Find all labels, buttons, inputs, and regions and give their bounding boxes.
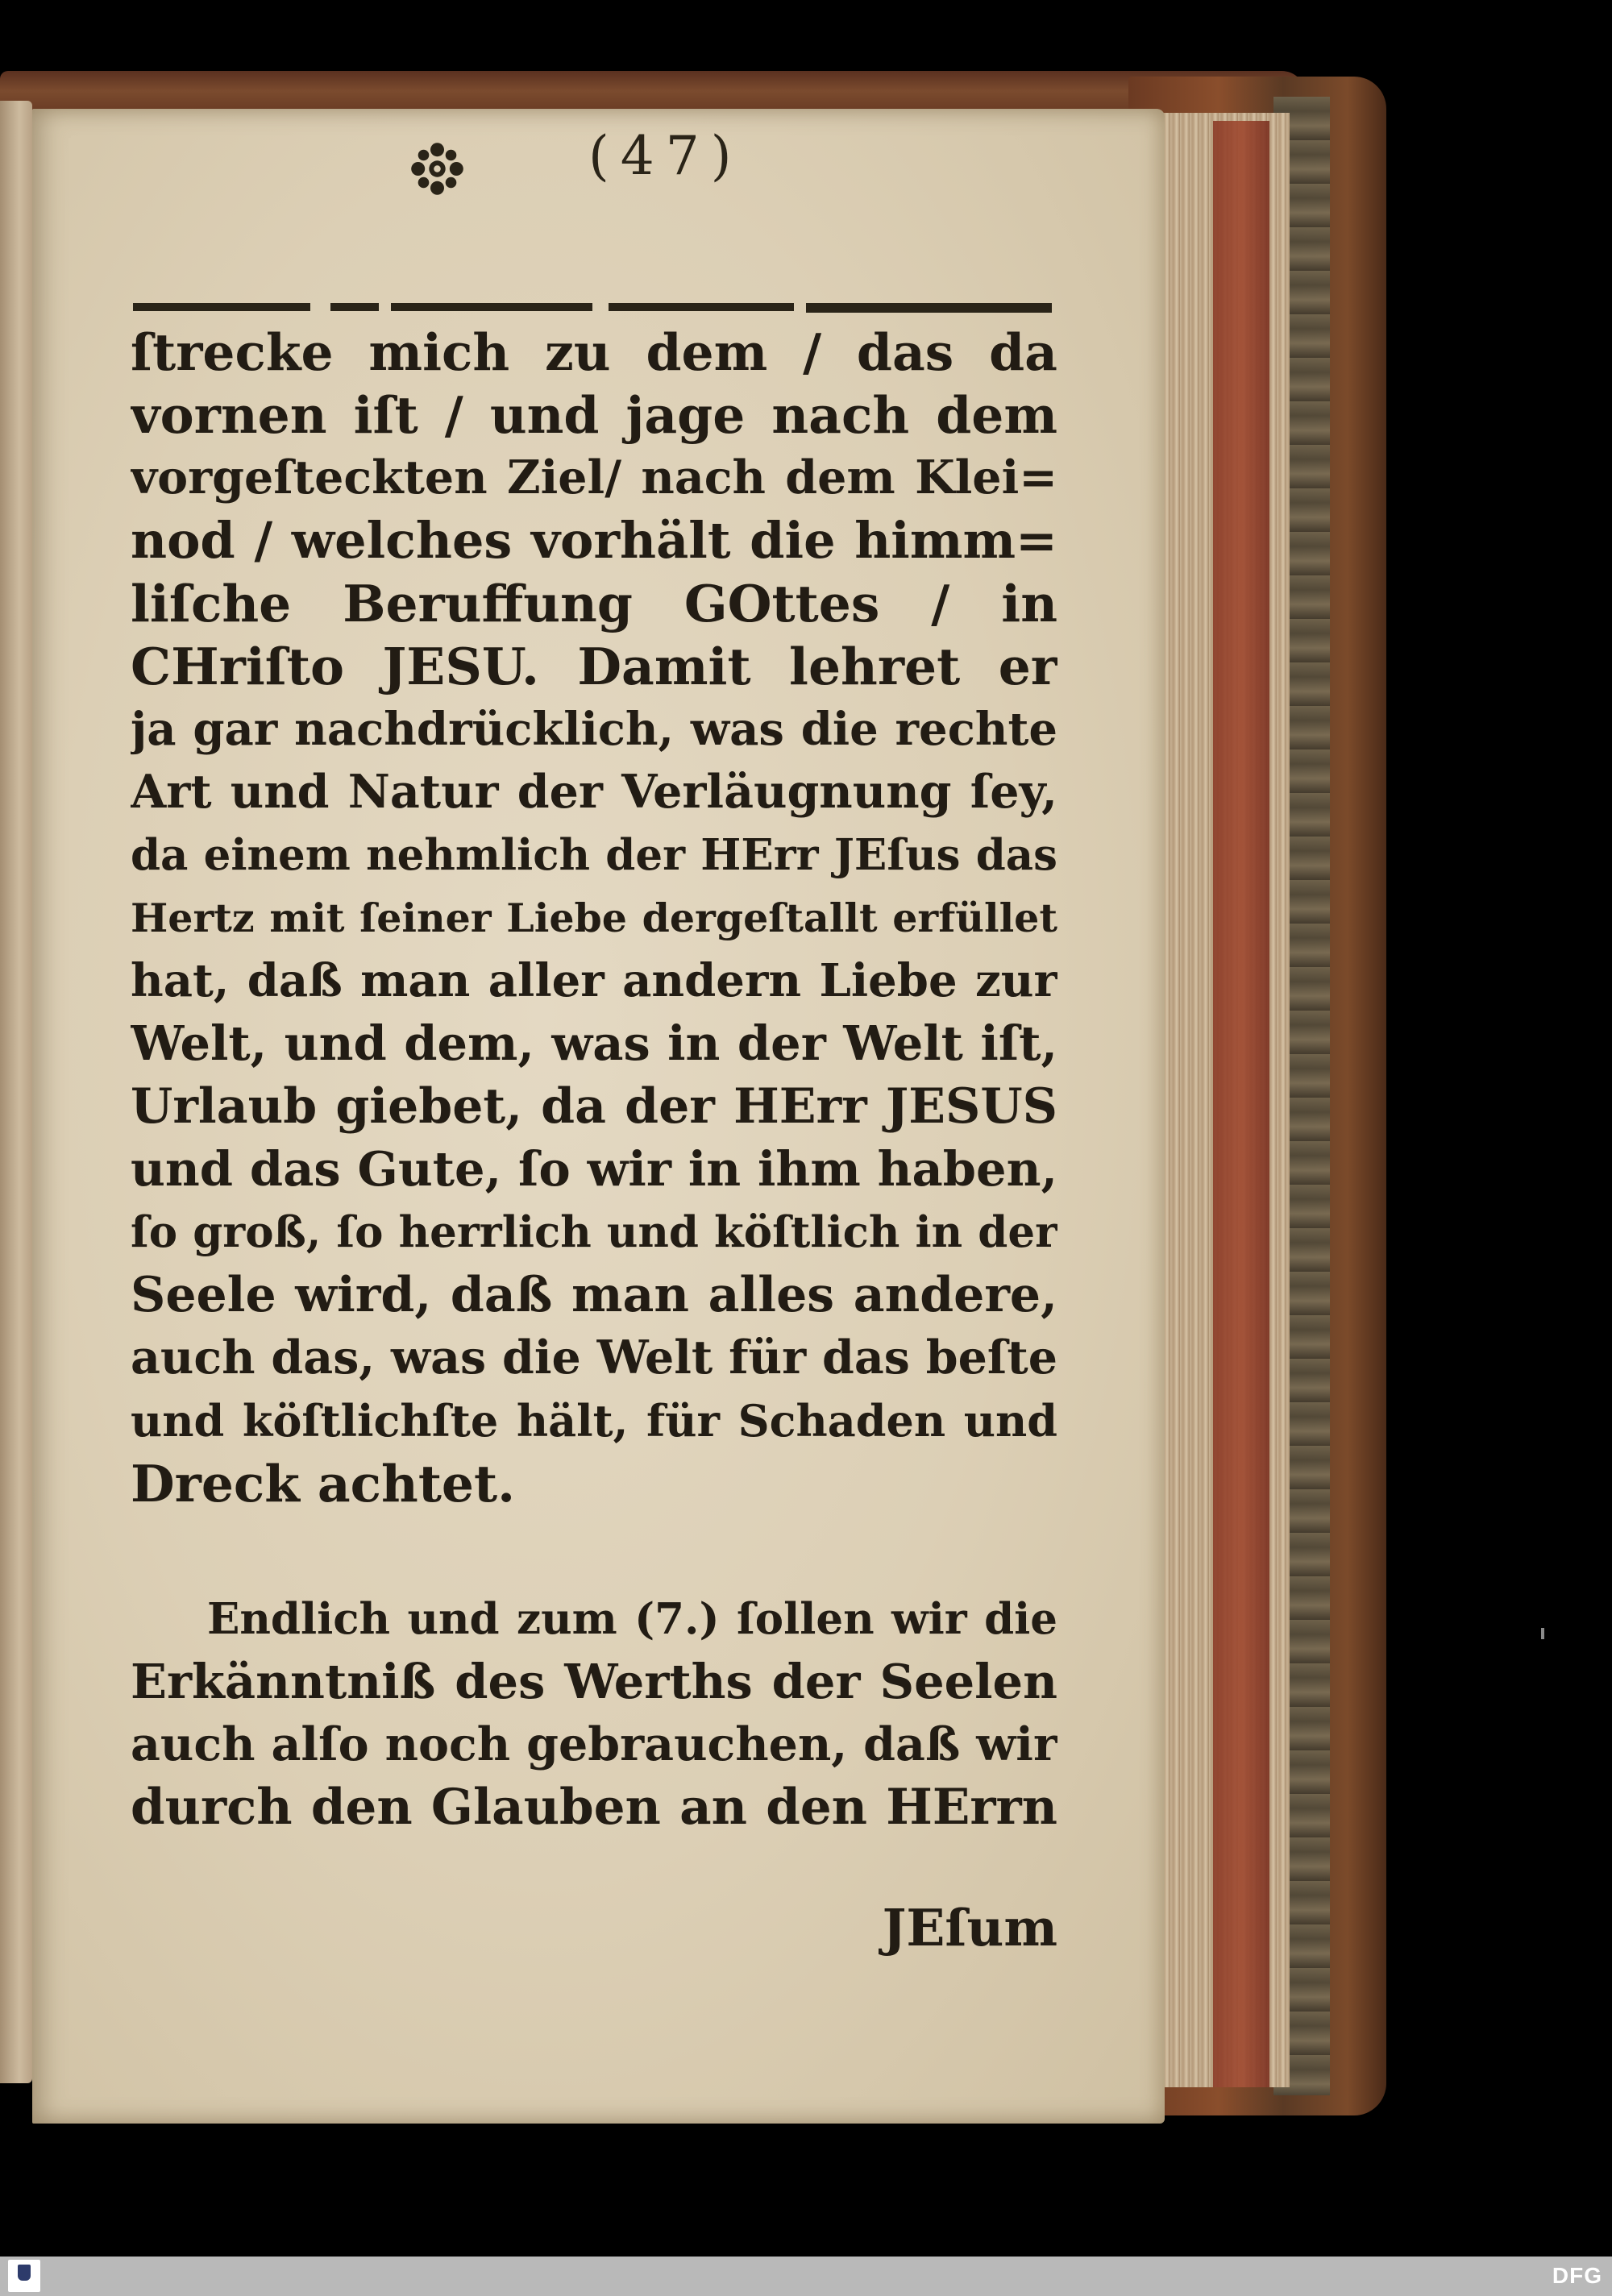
viewer-footer-bar — [0, 2257, 1612, 2296]
text-line: da einem nehmlich der HErr JEſus das — [131, 830, 1057, 880]
text-line: auch alſo noch gebrauchen, daß wir — [131, 1717, 1057, 1771]
page-number: (47) — [588, 125, 743, 187]
text-line: und das Gute, ſo wir in ihm haben, — [131, 1141, 1057, 1197]
background-speck — [1541, 1628, 1544, 1639]
text-line: ja gar nachdrücklich, was die rechte — [131, 703, 1057, 756]
library-logo-icon — [8, 2260, 40, 2292]
text-line: und köſtlichſte hält, für Schaden und — [131, 1395, 1057, 1447]
text-line: auch das, was die Welt für das beſte — [131, 1331, 1057, 1385]
text-line: Art und Natur der Verläugnung ſey, — [131, 765, 1057, 819]
text-line: Dreck achtet. — [131, 1454, 516, 1513]
paragraph-gap — [131, 1515, 1057, 1588]
text-line: nod / welches vorhält die himm= — [131, 511, 1057, 570]
text-line: hat, daß man aller andern Liebe zur — [131, 954, 1057, 1007]
text-line: Welt, und dem, was in der Welt iſt, — [131, 1015, 1057, 1071]
header-rule — [133, 298, 1052, 316]
text-line: liſche Beruffung GOttes / in — [131, 574, 1057, 633]
text-line: Urlaub giebet, da der HErr JESUS — [131, 1078, 1057, 1135]
text-line: vorgeſteckten Ziel/ nach dem Klei= — [131, 450, 1057, 504]
book-top-edge — [0, 71, 1306, 111]
floral-ornament-icon — [403, 135, 472, 203]
text-line: Seele wird, daß man alles andere, — [131, 1267, 1057, 1323]
dfg-label: DFG — [1552, 2263, 1602, 2288]
text-line: ſtrecke mich zu dem / das da — [131, 322, 1057, 382]
red-edge-stain — [1213, 121, 1269, 2087]
text-line: Endlich und zum (7.) ſollen wir die — [207, 1594, 1057, 1644]
page-body-text — [131, 321, 1057, 1839]
library-logo-mark — [18, 2265, 31, 2281]
text-line: ſo groß, ſo herrlich und köſtlich in der — [131, 1207, 1057, 1257]
page-header — [403, 125, 806, 214]
text-line: vornen iſt / und jage nach dem — [131, 385, 1057, 445]
left-page-sliver — [0, 101, 32, 2083]
text-line: CHriſto JESU. Damit lehret er — [131, 637, 1057, 696]
text-line: Hertz mit ſeiner Liebe dergeſtallt erfüllet — [131, 895, 1057, 941]
catchword: JEſum — [882, 1898, 1057, 1958]
text-line: Erkänntniß des Werths der Seelen — [131, 1654, 1057, 1709]
text-line: durch den Glauben an den HErrn — [131, 1779, 1057, 1836]
